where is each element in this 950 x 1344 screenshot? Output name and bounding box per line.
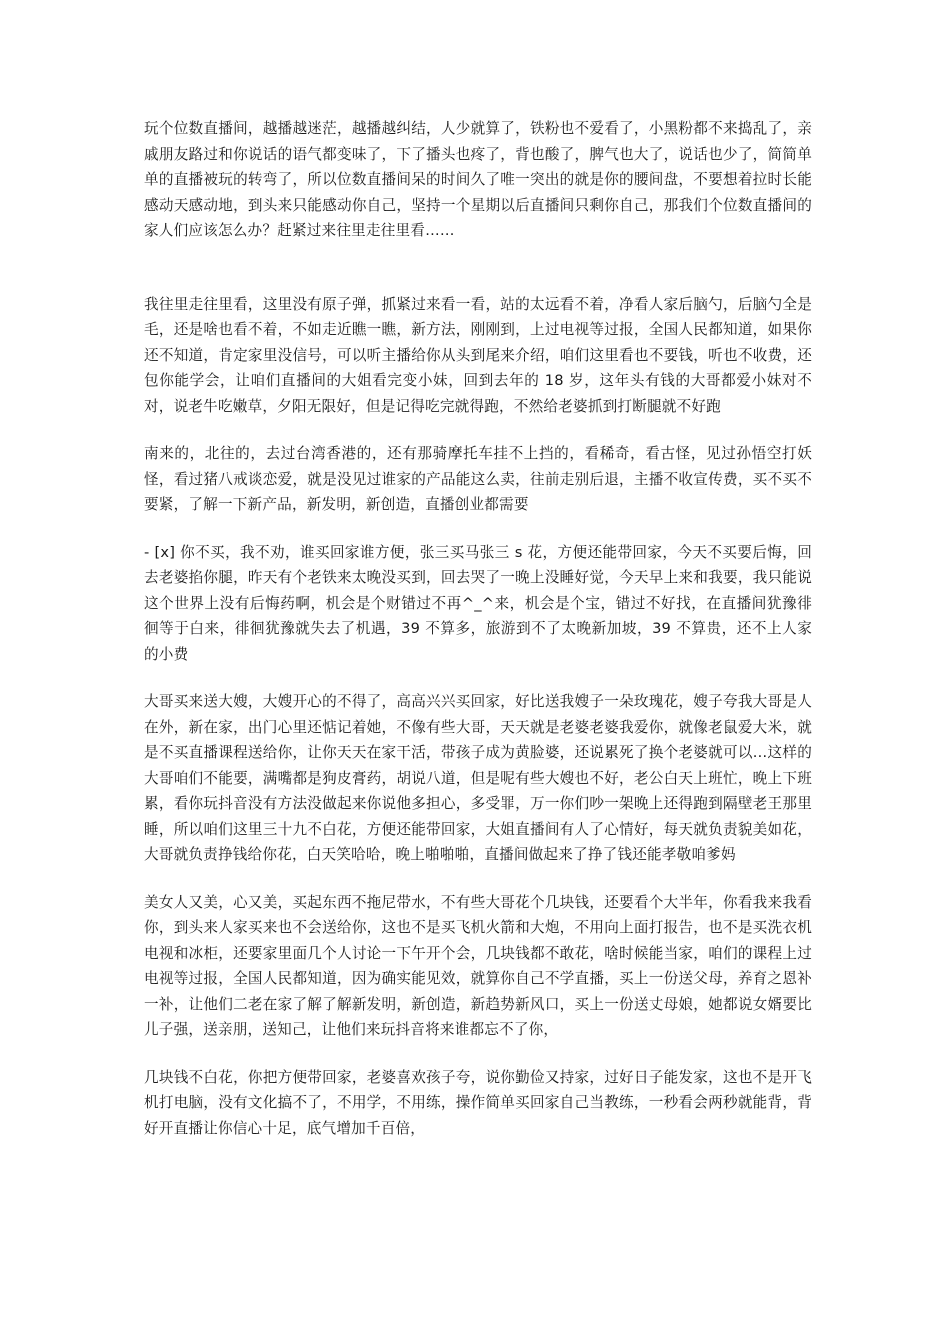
paragraph-intro: 玩个位数直播间，越播越迷茫，越播越纠结，人少就算了，铁粉也不爱看了，小黑粉都不来捣乱了，亲戚朋友路过和你说话的语气都变味了，下了播头也疼了，背也酸了，脾气也大了，说话也少了，简简单单的直播被玩的转弯了，所以位数直播间呆的时间久了唯一突出的就是你的腰间盘，不要想着拉时长能感动天感动地，到头来只能感动你自己，坚持一个星期以后直播间只剩你自己，那我们个位数直播间的家人们应该怎么办？赶紧过来往里走往里看……	[144, 120, 812, 239]
paragraph-few-yuan: 几块钱不白花，你把方便带回家，老婆喜欢孩子夸，说你勤俭又持家，过好日子能发家，这也不是开飞机打电脑，没有文化搞不了，不用学，不用练，操作简单买回家自己当教练，一秒看会两秒就能背，背好开直播让你信心十足，底气增加千百倍，	[144, 1068, 812, 1137]
document-body	[144, 116, 812, 1141]
paragraph-spacer	[144, 244, 812, 292]
paragraph-spacer	[144, 868, 812, 890]
paragraph-come-in: 我往里走往里看，这里没有原子弹，抓紧过来看一看，站的太远看不着，净看人家后脑勺，后脑勺全是毛，还是啥也看不着，不如走近瞧一瞧，新方法，刚刚到，上过电视等过报，全国人民都知道，如果你还不知道，肯定家里没信号，可以听主播给你从头到尾来介绍，咱们这里看也不要钱，听也不收费，还包你能学会，让咱们直播间的大姐看完变小妹，回到去年的 18 岁，这年头有钱的大哥都爱小妹对不对，说老牛吃嫩草，夕阳无限好，但是记得吃完就得跑，不然给老婆抓到打断腿就不好跑	[144, 295, 812, 415]
paragraph-spacer	[144, 1043, 812, 1065]
paragraph-spacer	[144, 419, 812, 441]
paragraph-big-brother: 大哥买来送大嫂，大嫂开心的不得了，高高兴兴买回家，好比送我嫂子一朵玫瑰花，嫂子夸我大哥是人在外，新在家，出门心里还惦记着她，不像有些大哥，天天就是老婆老婆我爱你，就像老鼠爱大米，就是不买直播课程送给你，让你天天在家干活，带孩子成为黄脸婆，还说累死了换个老婆就可以…这样的大哥咱们不能要，满嘴都是狗皮膏药，胡说八道，但是呢有些大嫂也不好，老公白天上班忙，晚上下班累，看你玩抖音没有方法没做起来你说他多担心，多受罪，万一你们吵一架晚上还得跑到隔壁老王那里睡，所以咱们这里三十九不白花，方便还能带回家，大姐直播间有人了心情好，每天就负责貌美如花，大哥就负责挣钱给你花，白天笑哈哈，晚上啪啪啪，直播间做起来了挣了钱还能孝敬咱爹妈	[144, 693, 812, 863]
paragraph-spacer	[144, 667, 812, 689]
paragraph-north-south: 南来的，北往的，去过台湾香港的，还有那骑摩托车挂不上挡的，看稀奇，看古怪，见过孙悟空打妖怪，看过猪八戒谈恋爱，就是没见过谁家的产品能这么卖，往前走别后退，主播不收宣传费，买不买不要紧，了解一下新产品，新发明，新创造，直播创业都需要	[144, 445, 812, 513]
paragraph-spacer	[144, 518, 812, 540]
paragraph-checklist: - [x] 你不买，我不劝，谁买回家谁方便，张三买马张三 s 花，方便还能带回家，今天不买要后悔，回去老婆掐你腿，昨天有个老铁来太晚没买到，回去哭了一晚上没睡好觉，今天早上来和我要，我只能说这个世界上没有后悔药啊，机会是个财错过不再^_^来，机会是个宝，错过不好找，在直播间犹豫徘徊等于白来，徘徊犹豫就失去了机遇，39 不算多，旅游到不了太晚新加坡，39 不算贵，还不上人家的小费	[144, 543, 812, 663]
paragraph-beauty: 美女人又美，心又美，买起东西不拖尼带水，不有些大哥花个几块钱，还要看个大半年，你看我来我看你，到头来人家买来也不会送给你，这也不是买飞机火箭和大炮，不用向上面打报告，也不是买洗衣机电视和冰柜，还要家里面几个人讨论一下午开个会，几块钱都不敢花，啥时候能当家，咱们的课程上过电视等过报，全国人民都知道，因为确实能见效，就算你自己不学直播，买上一份送父母，养育之恩补一补，让他们二老在家了解了解新发明，新创造，新趋势新风口，买上一份送丈母娘，她都说女婿要比儿子强，送亲朋，送知己，让他们来玩抖音将来谁都忘不了你，	[144, 893, 812, 1038]
